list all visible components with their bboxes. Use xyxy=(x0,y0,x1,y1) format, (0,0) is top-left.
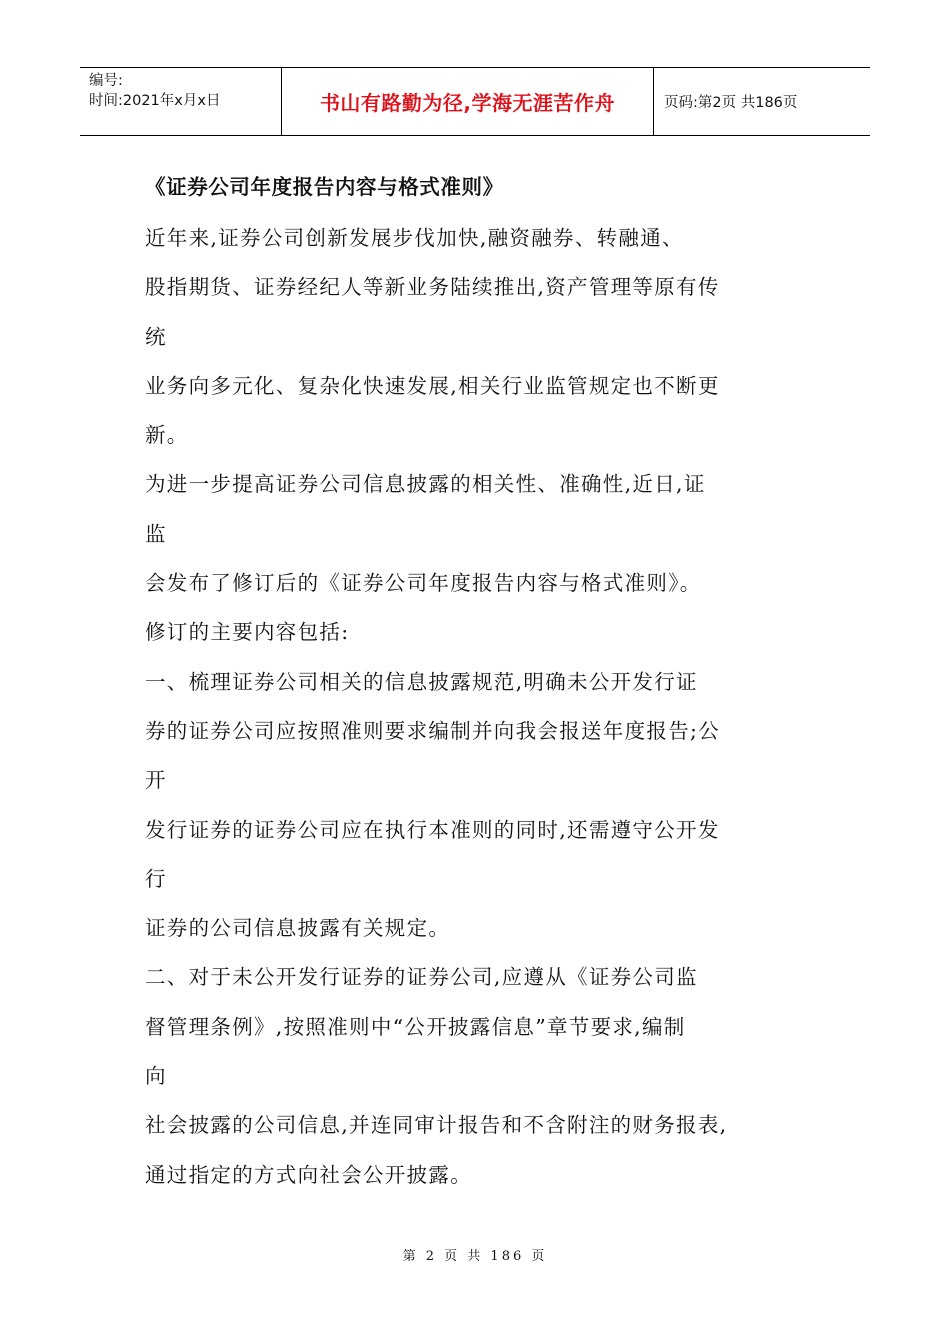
body-line: 业务向多元化、复杂化快速发展,相关行业监管规定也不断更 xyxy=(145,373,720,398)
header-motto-cell xyxy=(282,68,654,135)
body-line: 一、梳理证券公司相关的信息披露规范,明确未公开发行证 xyxy=(145,669,698,694)
body-line: 统 xyxy=(145,324,167,349)
body-line: 通过指定的方式向社会公开披露。 xyxy=(145,1162,472,1187)
body-line: 开 xyxy=(145,768,167,793)
page-info: 页码:第2页 共186页 xyxy=(664,95,798,111)
body-line: 修订的主要内容包括: xyxy=(145,620,350,645)
header-page-cell xyxy=(654,68,870,135)
body-line: 督管理条例》,按照准则中“公开披露信息”章节要求,编制 xyxy=(145,1014,686,1039)
page-footer: 第 2 页 共 186 页 xyxy=(402,1249,548,1264)
page-header xyxy=(80,67,870,136)
body-line: 股指期货、证券经纪人等新业务陆续推出,资产管理等原有传 xyxy=(145,275,720,300)
body-line: 社会披露的公司信息,并连同审计报告和不含附注的财务报表, xyxy=(145,1113,728,1138)
date-label: 时间:2021年x月x日 xyxy=(89,93,221,109)
document-body xyxy=(145,214,825,1200)
code-label: 编号: xyxy=(89,73,123,89)
body-line: 二、对于未公开发行证券的证券公司,应遵从《证券公司监 xyxy=(145,965,698,990)
body-line: 监 xyxy=(145,521,167,546)
body-line: 证券的公司信息披露有关规定。 xyxy=(145,916,451,941)
body-line: 新。 xyxy=(145,423,189,448)
document-title: 《证券公司年度报告内容与格式准则》 xyxy=(145,175,504,199)
body-line: 向 xyxy=(145,1064,167,1089)
body-line: 为进一步提高证券公司信息披露的相关性、准确性,近日,证 xyxy=(145,472,706,497)
body-line: 会发布了修订后的《证券公司年度报告内容与格式准则》。 xyxy=(145,571,702,596)
header-meta-cell xyxy=(80,68,282,135)
body-line: 近年来,证券公司创新发展步伐加快,融资融券、转融通、 xyxy=(145,226,684,250)
body-line: 券的证券公司应按照准则要求编制并向我会报送年度报告;公 xyxy=(145,718,721,743)
body-line: 行 xyxy=(145,866,167,891)
motto-text: 书山有路勤为径,学海无涯苦作舟 xyxy=(319,91,616,115)
body-line: 发行证券的证券公司应在执行本准则的同时,还需遵守公开发 xyxy=(145,817,720,842)
